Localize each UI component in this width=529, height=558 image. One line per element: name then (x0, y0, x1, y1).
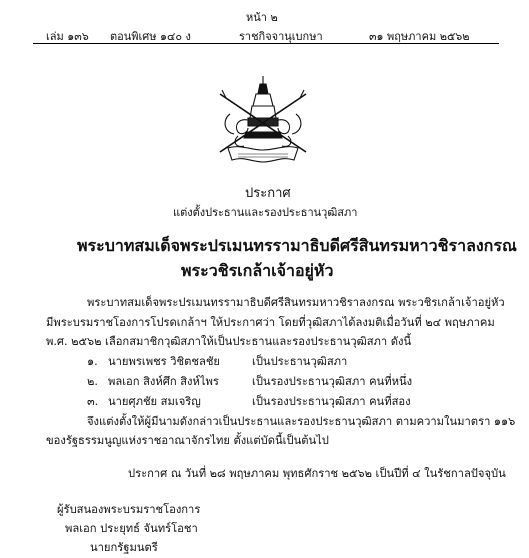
royal-title-line-2: พระวชิรเกล้าเจ้าอยู่หัว (181, 261, 334, 280)
given-date: ประกาศ ณ วันที่ ๒๘ พฤษภาคม พุทธศักราช ๒๕๖๒ เป็นปีที่ ๔ ในรัชกาลปัจจุบัน (128, 467, 506, 480)
countersign-title: นายกรัฐมนตรี (90, 541, 158, 554)
appointee-position: เป็นประธานวุฒิสภา (252, 355, 348, 368)
paragraph-line: พ.ศ. ๒๕๖๒ เลือกสมาชิกวุฒิสภาให้เป็นประธานและรองประธานวุฒิสภา ดังนี้ (46, 335, 412, 348)
header-rule (33, 43, 499, 44)
countersign-name: พลเอก ประยุทธ์ จันทร์โอชา (65, 522, 198, 535)
paragraph-line: ของรัฐธรรมนูญแห่งราชอาณาจักรไทย ตั้งแต่บัดนี้เป็นต้นไป (46, 434, 329, 447)
appointee-name: พลเอก สิงห์ศึก สิงห์ไพร (108, 375, 219, 388)
paragraph-line: จึงแต่งตั้งให้ผู้มีนามดังกล่าวเป็นประธานและรองประธานวุฒิสภา ตามความในมาตรา ๑๑๖ (87, 415, 516, 428)
document-type: ประกาศ (245, 186, 291, 201)
page-number: หน้า ๒ (246, 11, 278, 24)
paragraph-line: พระบาทสมเด็จพระปรเมนทรรามาธิบดีศรีสินทรมหาวชิราลงกรณ พระวชิรเกล้าเจ้าอยู่หัว (87, 296, 505, 309)
appointee-position: เป็นรองประธานวุฒิสภา คนที่หนึ่ง (252, 375, 413, 388)
appointee-name: นายศุภชัย สมเจริญ (108, 395, 201, 408)
royal-emblem-icon (208, 74, 318, 170)
countersign-heading: ผู้รับสนองพระบรมราชโองการ (57, 503, 201, 516)
special-issue-label: ตอนพิเศษ ๑๔๐ ง (110, 30, 191, 43)
gazette-name: ราชกิจจานุเบกษา (239, 30, 323, 43)
gazette-date: ๓๑ พฤษภาคม ๒๕๖๒ (369, 30, 470, 43)
list-item-number: ๑. (87, 355, 98, 368)
royal-title-line-1: พระบาทสมเด็จพระปรเมนทรรามาธิบดีศรีสินทรมหาวชิราลงกรณ (77, 236, 517, 255)
list-item-number: ๒. (87, 375, 98, 388)
appointee-position: เป็นรองประธานวุฒิสภา คนที่สอง (252, 395, 411, 408)
document-subject: แต่งตั้งประธานและรองประธานวุฒิสภา (173, 206, 358, 219)
list-item-number: ๓. (87, 395, 99, 408)
paragraph-line: มีพระบรมราชโองการโปรดเกล้าฯ ให้ประกาศว่า โดยที่วุฒิสภาได้ลงมติเมื่อวันที่ ๒๔ พฤษภาคม (46, 316, 495, 329)
volume-label: เล่ม ๑๓๖ (46, 30, 89, 43)
appointee-name: นายพรเพชร วิชิตชลชัย (108, 355, 220, 368)
